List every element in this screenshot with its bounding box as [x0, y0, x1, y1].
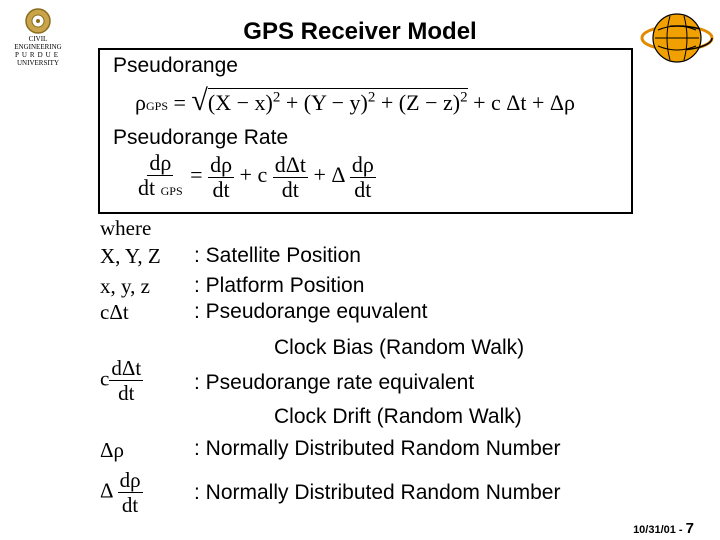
desc-pseudorange-equivalent: : Pseudorange equvalent [194, 300, 428, 323]
logo-line-engineering: ENGINEERING [14, 43, 62, 51]
symbol-xyz-upper: X, Y, Z [100, 244, 161, 268]
pseudorange-rate-equation: $\frac{d\rho}{\text{dt GPS}}$ = $\frac{d\rho}{dt}$ + c $\frac{\text{dΔt}}{dt}$ + Δ $\frac{d\rho}{dt}$ [138, 150, 374, 202]
desc-random-number-2: : Normally Distributed Random Number [194, 481, 561, 504]
pseudorange-rate-label: Pseudorange Rate [113, 126, 289, 149]
logo-line-university: UNIVERSITY [17, 59, 59, 67]
desc-platform-position: : Platform Position [194, 274, 365, 297]
page-number: 7 [685, 520, 694, 537]
symbol-delta-d-rho-dt: Δ $\frac{d\rho}{dt}$ [100, 468, 141, 517]
desc-clock-bias: Clock Bias (Random Walk) [274, 336, 525, 359]
logo-line-civil: CIVIL [28, 35, 48, 43]
where-label: where [100, 216, 152, 240]
slide-footer [633, 520, 694, 538]
desc-random-number-1: : Normally Distributed Random Number [194, 437, 561, 460]
symbol-c-delta-t: cΔt [100, 300, 129, 324]
pseudorange-equation: $\rho GPS = √(X - x)^2 + (Y - y)^2 + (Z - z)^2 + c$ Δt + Δρ [135, 84, 576, 117]
desc-clock-drift: Clock Drift (Random Walk) [274, 405, 522, 428]
desc-satellite-position: : Satellite Position [194, 244, 361, 267]
symbol-c-d-delta-t-dt: c $\frac{\text{dΔt}}{dt}$ [100, 356, 142, 405]
footer-date: 10/31/01 - [633, 524, 686, 536]
symbol-delta-rho: Δρ [100, 438, 124, 462]
page-title: GPS Receiver Model [243, 18, 477, 45]
desc-pseudorange-rate-equivalent: : Pseudorange rate equivalent [194, 371, 475, 394]
logo-line-purdue: PURDUE [14, 51, 61, 59]
symbol-xyz-lower: x, y, z [100, 274, 150, 298]
pseudorange-label: Pseudorange [113, 54, 238, 77]
